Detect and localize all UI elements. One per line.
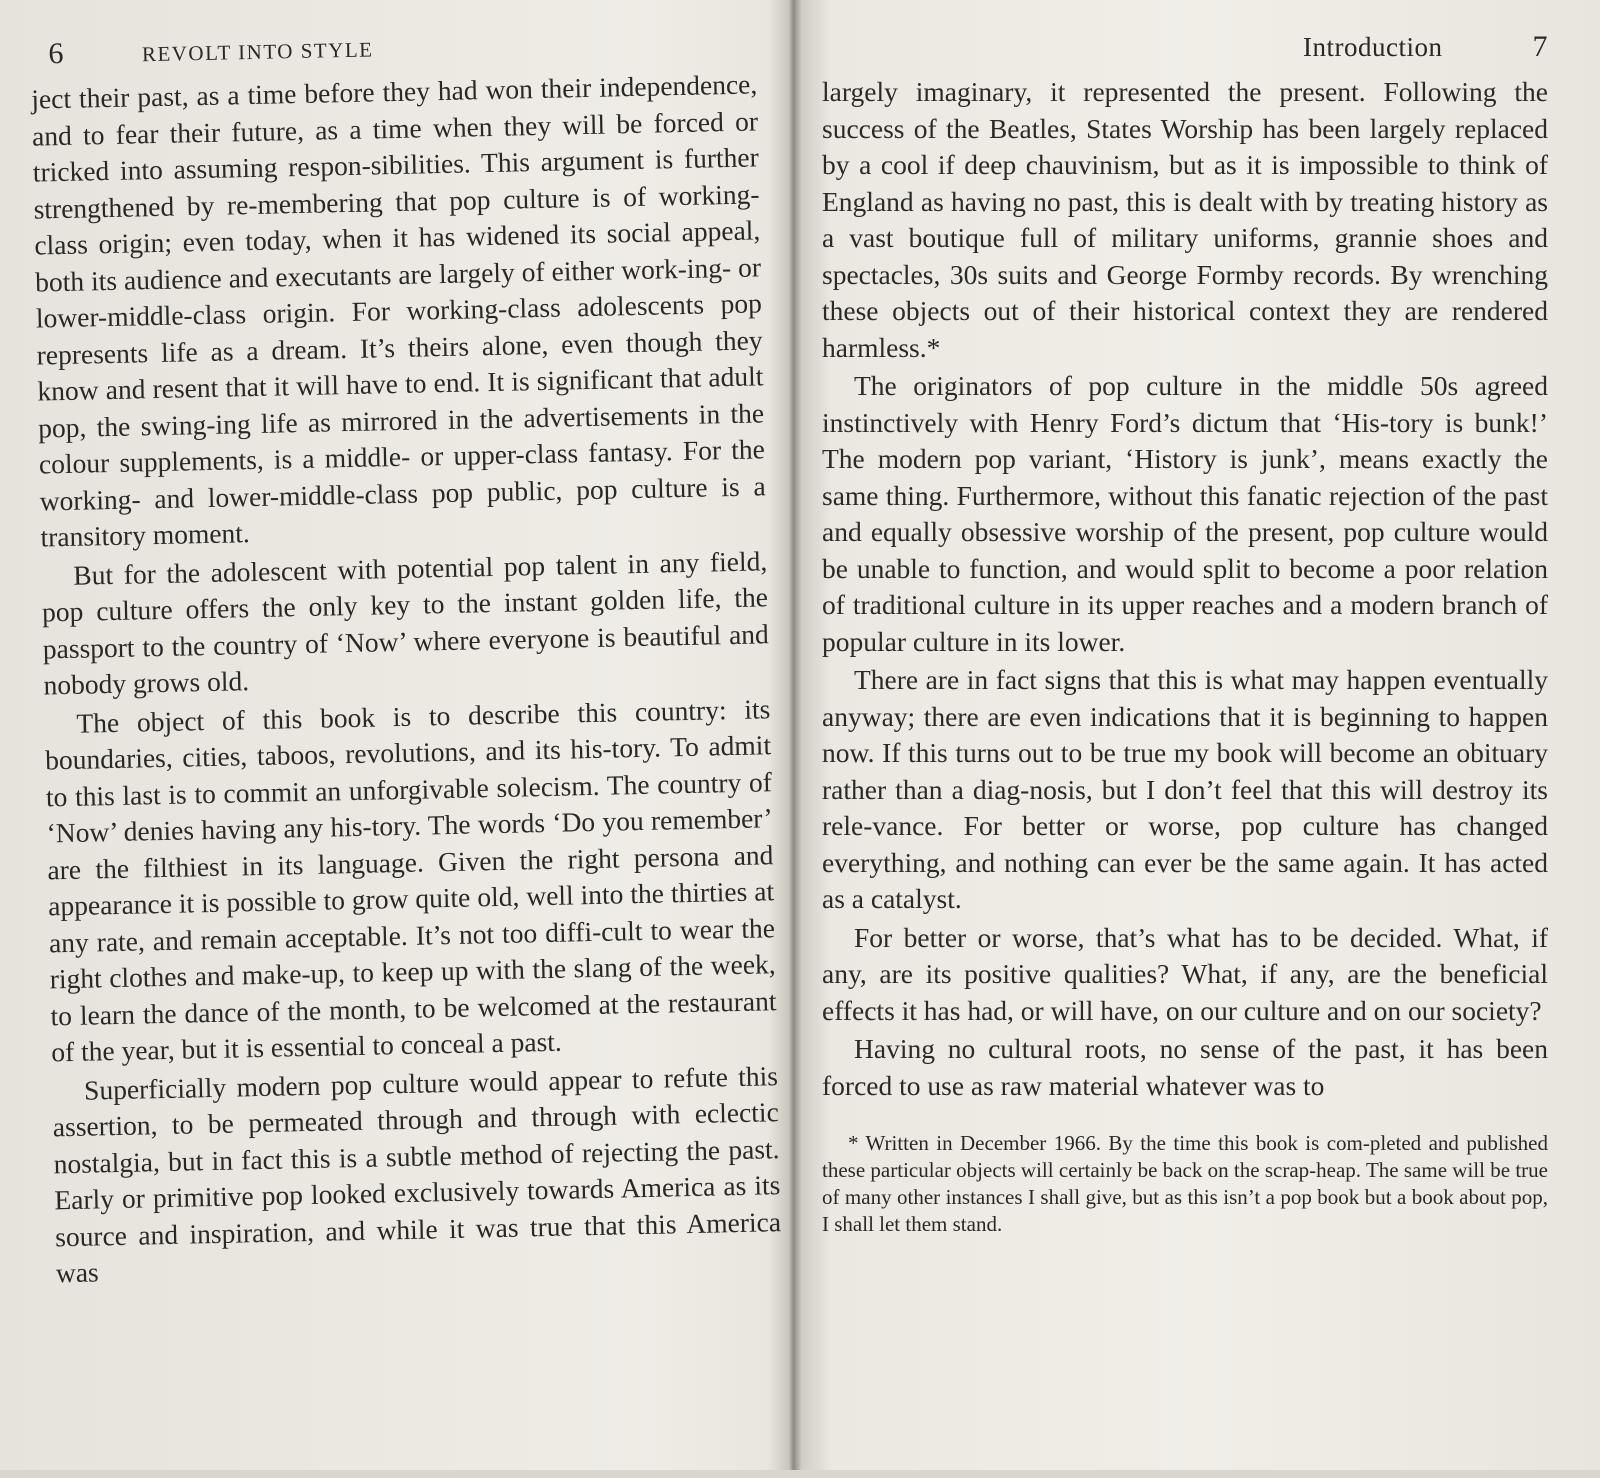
right-paragraph-1: largely imaginary, it represented the present. Following the success of the Beatles, States Worship has been largely replaced by a cool if deep chauvinism, but as it is impossible to think of England as having no past, this is dealt with by treating history as a vast boutique full of military uniforms, grannie shoes and spectacles, 30s suits and George Formby records. By wrenching these objects out of their historical context they are rendered harmless.* [822,76,1548,363]
right-paragraph-3: There are in fact signs that this is what may happen eventually anyway; there are even indications that it is beginning to happen now. If this turns out to be true my book will become an obituary rather than a diag-nosis, but I don’t feel that this will destroy its rele-vance. For better or worse, pop culture has changed everything, and nothing can ever be the same again. It has acted as a catalyst. [822,664,1548,914]
left-page-number: 6 [48,36,65,71]
right-paragraph-2: The originators of pop culture in the middle 50s agreed instinctively with Henry Ford’s dictum that ‘His-tory is bunk!’ The modern pop variant, ‘History is junk’, means exactly the same thing. Furthermore, without this fanatic rejection of the past and equally obsessive worship of the present, pop culture would be unable to function, and would split to become a poor relation of traditional culture in its upper reaches and a modern branch of popular culture in its lower. [822,370,1548,657]
footnote: * Written in December 1966. By the time this book is com-pleted and published these particular objects will certainly be back on the scrap-heap. The same will be true of many other instances I shall give, but as this isn’t a pop book but a book about pop, I shall let them stand. [822,1131,1548,1236]
left-paragraph-2: But for the adolescent with potential pop talent in any field, pop culture offers the only key to the instant golden life, the passport to the country of ‘Now’ where everyone is beautiful and nobody grows old. [41,544,770,701]
right-paragraph-4: For better or worse, that’s what has to be decided. What, if any, are its positive qualities? What, if any, are the beneficial effects it has had, or will have, on our culture and on our society? [822,921,1548,1026]
right-running-title: Introduction [1303,32,1443,62]
right-running-head [822,30,1548,74]
left-running-title: REVOLT INTO STYLE [141,37,374,67]
right-page-number: 7 [1532,30,1548,63]
right-paragraph-5: Having no cultural roots, no sense of the past, it has been forced to use as raw material whatever was to [822,1033,1548,1101]
left-paragraph-3: The object of this book is to describe this country: its boundaries, cities, taboos, revolutions, and its his-tory. To admit to this last is to commit an unforgivable solecism. The country of ‘Now’ denies having any his-tory. The words ‘Do you remember’ are the filthiest in its language. Given the right persona and appearance it is possible to grow quite old, well into the thirties at any rate, and remain acceptable. It’s not too diffi-cult to wear the right clothes and make-up, to keep up with the slang of the week, to learn the dance of the month, to be welcomed at the restaurant of the year, but it is essential to conceal a past. [44,692,777,1068]
left-paragraph-4: Superficially modern pop culture would appear to refute this assertion, to be permeated through and through with eclectic nostalgia, but in fact this is a subtle method of rejecting the past. Early or primitive pop looked exclusively towards America as its source and inspiration, and while it was true that this America was [52,1059,782,1289]
left-paragraph-1: ject their past, as a time before they had won their independence, and to fear their future, as a time when they will be forced or tricked into assuming respon-sibilities. This argument is further strengthened by re-membering that pop culture is of working-class origin; even today, when it has widened its social appeal, both its audience and executants are largely of either work-ing- or lower-middle-class origin. For working-class adolescents pop represents life as a dream. It’s theirs alone, even though they know and resent that it will have to end. It is significant that adult pop, the swing-ing life as mirrored in the advertisements in the colour supplements, is a middle- or upper-class fantasy. For the working- and lower-middle-class pop public, pop culture is a transitory moment. [31,68,766,553]
right-page [800,0,1600,1470]
